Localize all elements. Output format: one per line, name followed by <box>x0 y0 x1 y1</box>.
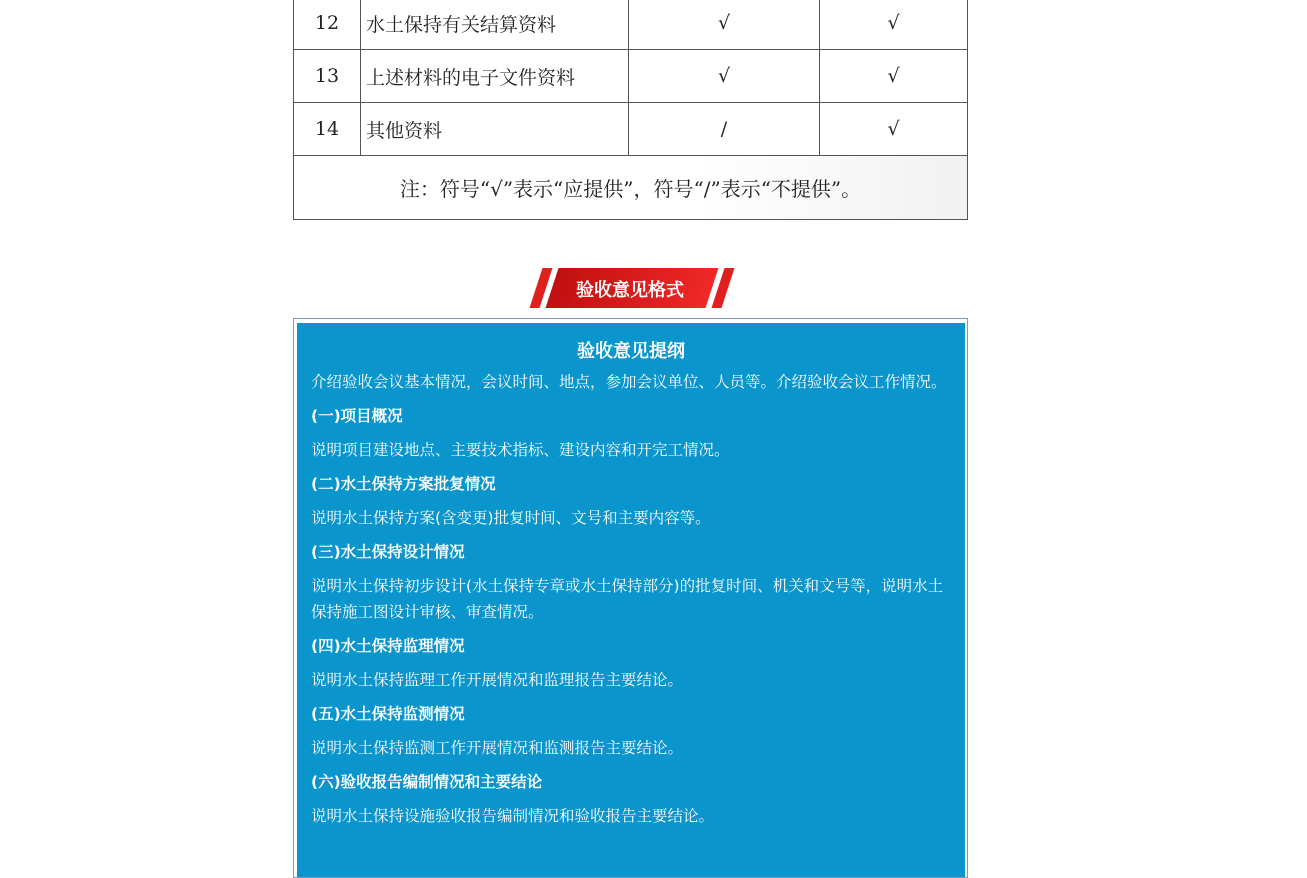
section-text: 说明水土保持设施验收报告编制情况和验收报告主要结论。 <box>311 807 715 825</box>
cell-no: 13 <box>294 50 361 103</box>
section-text: 说明水土保持方案(含变更)批复时间、文号和主要内容等。 <box>311 509 711 527</box>
section-text: 说明水土保持初步设计(水土保持专章或水土保持部分)的批复时间、机关和文号等，说明水土保持施工图设计审核、审查情况。 <box>311 577 944 621</box>
outline-box <box>293 318 968 878</box>
cell-no: 12 <box>294 0 361 50</box>
cell-col2: √ <box>820 50 968 103</box>
section-text: 介绍验收会议基本情况，会议时间、地点，参加会议单位、人员等。介绍验收会议工作情况。 <box>311 373 947 391</box>
section-text: 说明项目建设地点、主要技术指标、建设内容和开完工情况。 <box>311 441 730 459</box>
table-row <box>294 0 968 50</box>
cell-item: 水土保持有关结算资料 <box>361 0 629 50</box>
cell-col2: √ <box>820 0 968 50</box>
outline-title: 验收意见提纲 <box>577 341 685 362</box>
section-heading: (三)水土保持设计情况 <box>311 543 465 561</box>
table-row <box>294 103 968 156</box>
cell-item: 其他资料 <box>361 103 629 156</box>
cell-col1: √ <box>629 50 820 103</box>
cell-col2: √ <box>820 103 968 156</box>
section-heading: (二)水土保持方案批复情况 <box>311 475 496 493</box>
table-note: 注：符号“√”表示“应提供”，符号“/”表示“不提供”。 <box>294 156 968 220</box>
cell-no: 14 <box>294 103 361 156</box>
section-heading: (四)水土保持监理情况 <box>311 637 465 655</box>
cell-col1: / <box>629 103 820 156</box>
table-row <box>294 50 968 103</box>
materials-table <box>293 0 968 220</box>
section-heading: (五)水土保持监测情况 <box>311 705 465 723</box>
cell-item: 上述材料的电子文件资料 <box>361 50 629 103</box>
cell-col1: √ <box>629 0 820 50</box>
section-text: 说明水土保持监理工作开展情况和监理报告主要结论。 <box>311 671 684 689</box>
banner-title: 验收意见格式 <box>576 280 684 301</box>
section-banner <box>530 268 735 308</box>
section-heading: (一)项目概况 <box>311 407 403 425</box>
section-heading: (六)验收报告编制情况和主要结论 <box>311 773 543 791</box>
section-text: 说明水土保持监测工作开展情况和监测报告主要结论。 <box>311 739 684 757</box>
